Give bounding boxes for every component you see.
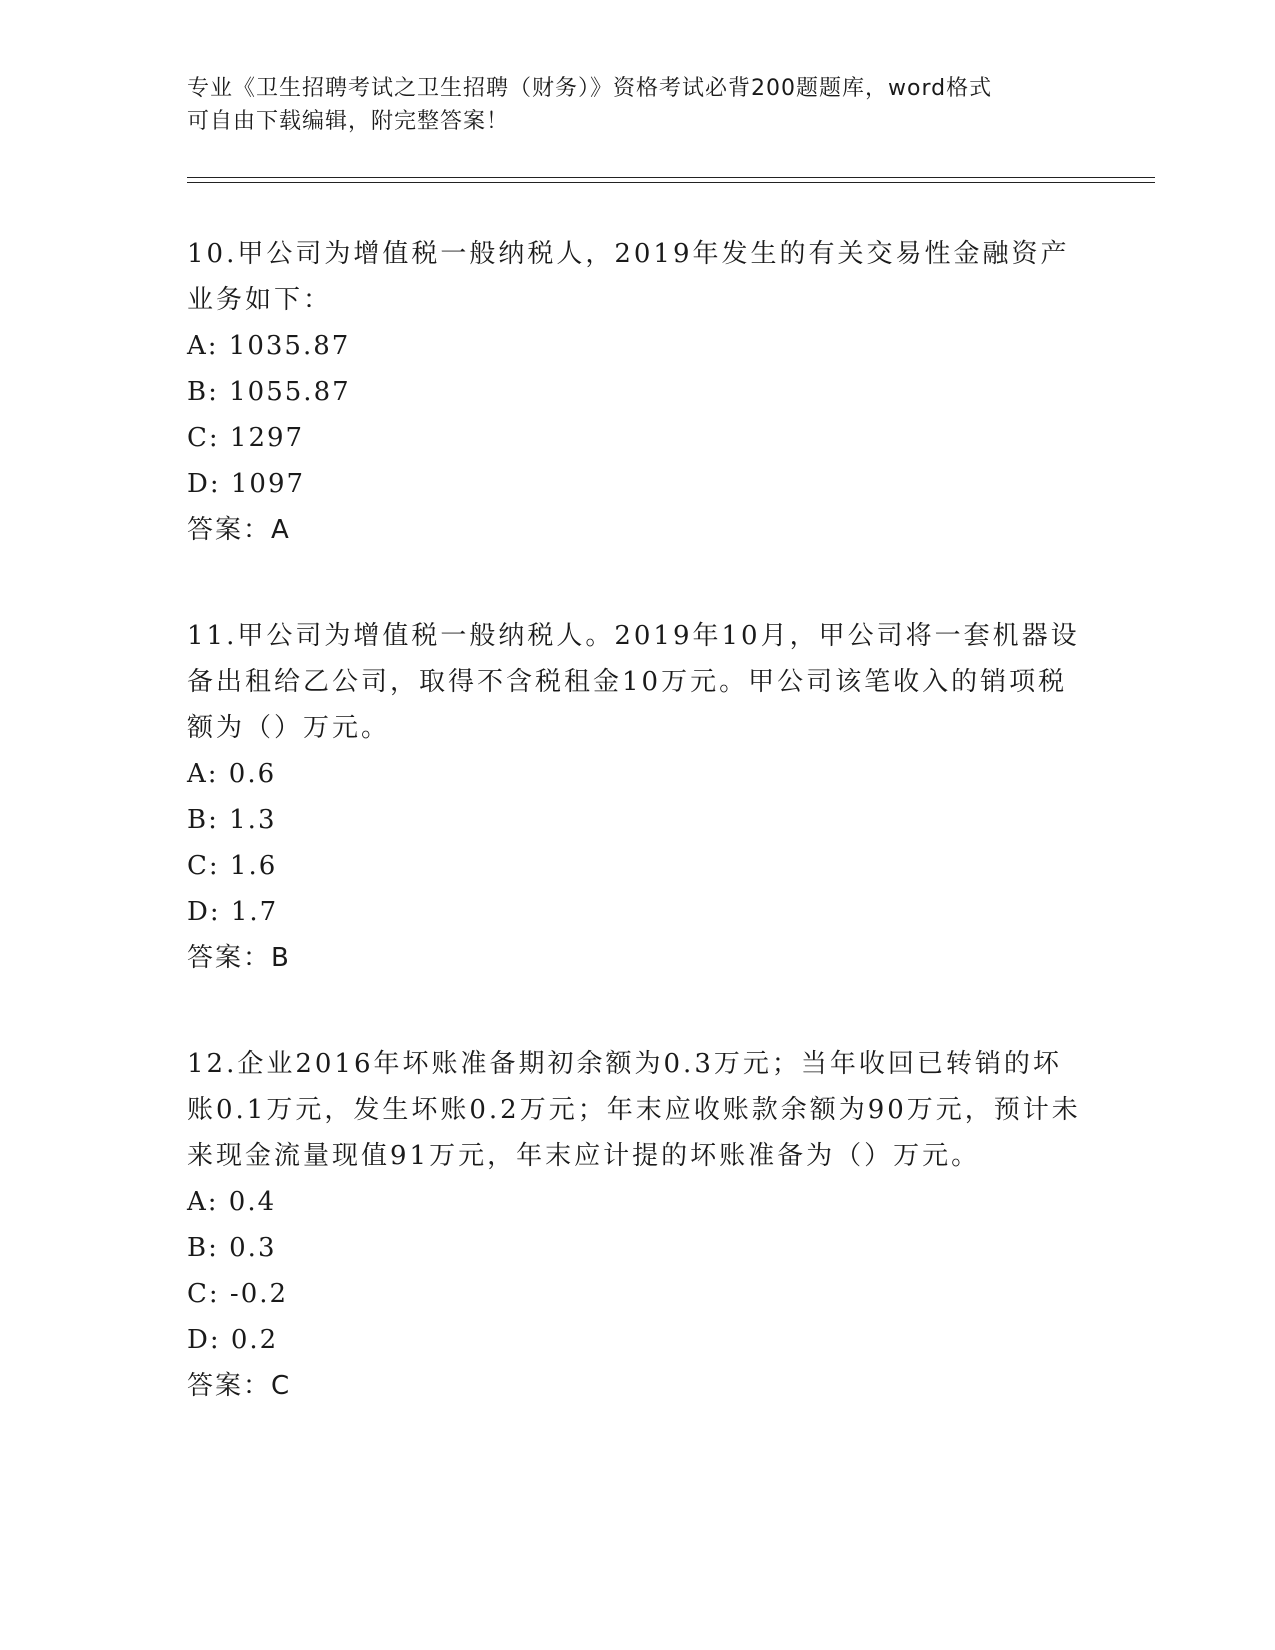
option-b: B: 1055.87 (187, 377, 351, 407)
option-c: C: 1297 (187, 423, 305, 453)
option-a: A: 1035.87 (187, 331, 351, 361)
question-list (187, 231, 1087, 1469)
option-d: D: 1097 (187, 469, 306, 499)
question-stem: 12.企业2016年坏账准备期初余额为0.3万元；当年收回已转销的坏账0.1万元，发生坏账0.2万元；年末应收账款余额为90万元，预计未来现金流量现值91万元，年末应计提的坏账准备为（）万元。 (187, 1049, 1081, 1171)
option-b: B: 1.3 (187, 805, 277, 835)
header-title-line-2: 可自由下载编辑，附完整答案！ (187, 109, 510, 134)
option-c: C: -0.2 (187, 1279, 289, 1309)
question-12 (187, 1041, 1087, 1409)
question-stem: 11.甲公司为增值税一般纳税人。2019年10月，甲公司将一套机器设备出租给乙公司，取得不含税租金10万元。甲公司该笔收入的销项税额为（）万元。 (187, 621, 1080, 743)
question-10 (187, 231, 1087, 553)
header-title-line-1: 专业《卫生招聘考试之卫生招聘（财务）》资格考试必背200题题库，word格式 (187, 76, 993, 101)
option-d: D: 1.7 (187, 897, 279, 927)
document-header (187, 72, 1087, 138)
answer-label: 答案：C (187, 1371, 292, 1401)
answer-label: 答案：B (187, 943, 291, 973)
header-divider-top (187, 177, 1155, 178)
option-a: A: 0.6 (187, 759, 277, 789)
header-divider-bottom (187, 182, 1155, 183)
question-11 (187, 613, 1087, 981)
option-d: D: 0.2 (187, 1325, 279, 1355)
option-b: B: 0.3 (187, 1233, 277, 1263)
answer-label: 答案：A (187, 515, 291, 545)
option-c: C: 1.6 (187, 851, 278, 881)
question-stem: 10.甲公司为增值税一般纳税人，2019年发生的有关交易性金融资产业务如下： (187, 239, 1070, 315)
option-a: A: 0.4 (187, 1187, 277, 1217)
